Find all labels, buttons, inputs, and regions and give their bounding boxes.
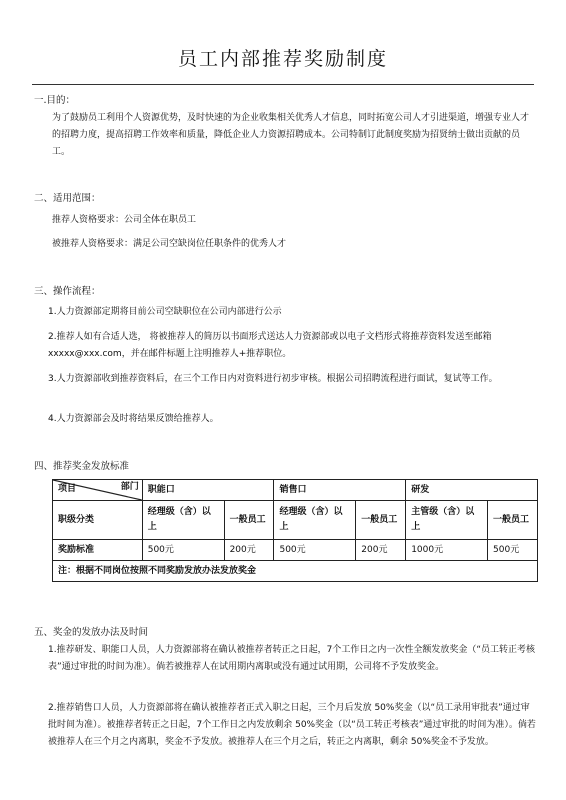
section-2-heading: 二、适用范围： [34, 193, 101, 204]
amount-row-label: 奖励标准 [53, 540, 143, 561]
amount-cell: 500元 [488, 540, 538, 561]
dept-header-sales: 销售口 [274, 480, 406, 501]
reward-standard-table [52, 479, 538, 582]
table-corner-cell [53, 480, 143, 501]
payout-item-1: 1.推荐研发、职能口人员，人力资源部将在确认被推荐者转正之日起，7个工作日之内一次性全额发放奖金（“员工转正考核表”通过审批的时间为准）。倘若被推荐人在试用期内离职或没有通过试用期，公司将不予发放奖金。 [48, 645, 535, 672]
process-item-3: 3.人力资源部收到推荐资料后，在三个工作日内对资料进行初步审核。根据公司招聘流程进行面试，复试等工作。 [48, 374, 498, 384]
section-4-heading: 四、推荐奖金发放标准 [34, 461, 130, 472]
amount-cell: 1000元 [406, 540, 488, 561]
dept-header-rnd: 研发 [406, 480, 538, 501]
table-row [53, 501, 538, 540]
table-note: 注：根据不同岗位按照不同奖励发放办法发放奖金 [53, 561, 538, 582]
section-5-heading: 五、奖金的发放办法及时间 [34, 627, 149, 638]
document-title: 员工内部推荐奖励制度 [177, 48, 388, 70]
section-1-heading: 一.目的： [34, 95, 76, 106]
process-item-2: 2.推荐人如有合适人选， 将被推荐人的简历以书面形式送达人力资源部或以电子文档形式将推荐资料发送至邮箱 xxxxx@xxx.com，并在邮件标题上注明推荐人+推荐职位。 [48, 332, 492, 359]
dept-header-function: 职能口 [142, 480, 274, 501]
corner-label-item: 项目 [58, 484, 77, 494]
amount-cell: 500元 [142, 540, 224, 561]
process-item-4: 4.人力资源部会及时将结果反馈给推荐人。 [48, 414, 219, 424]
grade-row-label: 职级分类 [53, 501, 143, 540]
grade-cell: 一般员工 [224, 501, 274, 540]
process-item-1: 1.人力资源部定期将目前公司空缺职位在公司内部进行公示 [48, 307, 282, 317]
recommender-requirement: 推荐人资格要求：公司全体在职员工 [52, 215, 197, 225]
amount-cell: 200元 [224, 540, 274, 561]
table-row [53, 480, 538, 501]
title-divider [32, 84, 534, 85]
table-row [53, 540, 538, 561]
grade-cell: 主管级（含）以上 [406, 501, 488, 540]
recommended-requirement: 被推荐人资格要求：满足公司空缺岗位任职条件的优秀人才 [52, 239, 287, 249]
grade-cell: 一般员工 [356, 501, 406, 540]
payout-item-2: 2.推荐销售口人员，人力资源部将在确认被推荐者正式入职之日起，三个月后发放 50%奖金（以“员工录用审批表”通过审批时间为准）。被推荐者转正之日起，7个工作日之内发放剩余 50%奖金（以“员工转正考核表”通过审批的时间为准）。倘若被推荐人在三个月之内离职，奖金不予发放。被推荐人在三个月之后，转正之内离职，剩余 50%奖金不予发放。 [48, 703, 536, 747]
table-row [53, 561, 538, 582]
grade-cell: 一般员工 [488, 501, 538, 540]
grade-cell: 经理级（含）以上 [142, 501, 224, 540]
section-3-heading: 三、操作流程： [34, 286, 101, 297]
section-1-body: 为了鼓励员工利用个人资源优势，及时快速的为企业收集相关优秀人才信息，同时拓宽公司人才引进渠道，增强专业人才的招聘力度，提高招聘工作效率和质量，降低企业人力资源招聘成本。公司特制订此制度奖励为招贤纳士做出贡献的员工。 [52, 113, 530, 157]
corner-label-dept: 部门 [120, 482, 139, 492]
grade-cell: 经理级（含）以上 [274, 501, 356, 540]
amount-cell: 500元 [274, 540, 356, 561]
amount-cell: 200元 [356, 540, 406, 561]
